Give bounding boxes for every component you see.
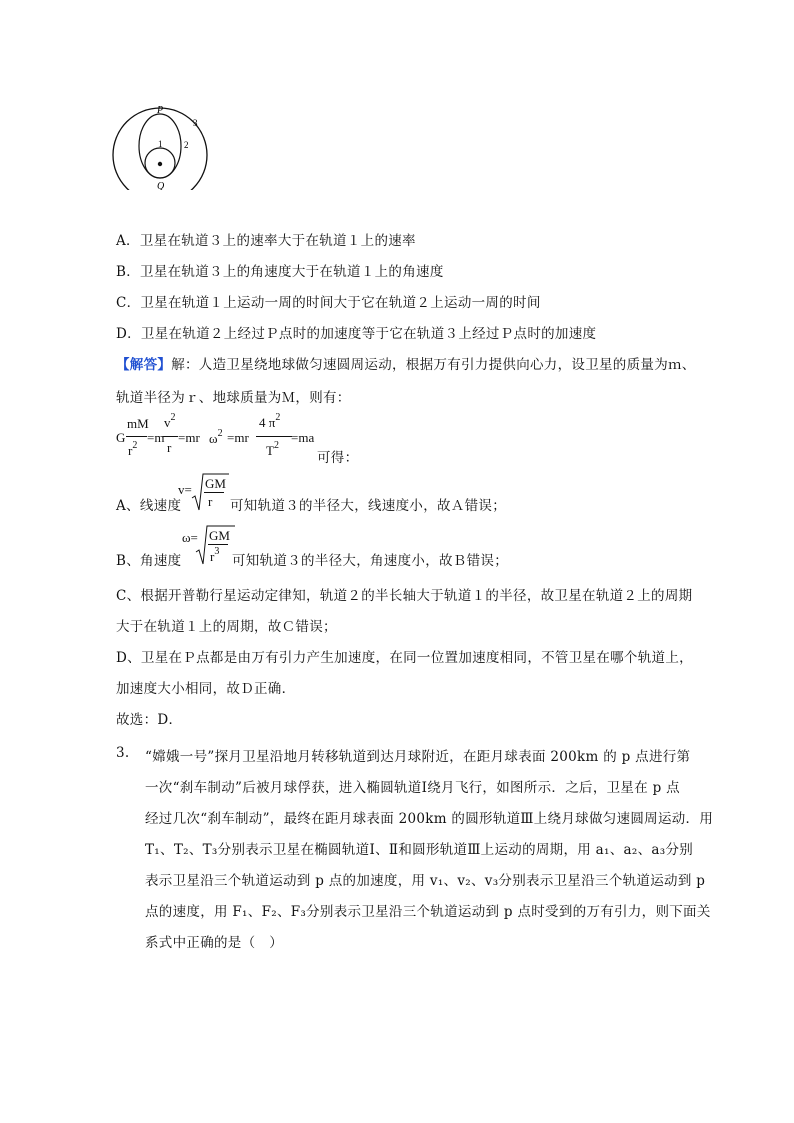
label-q: Q [157,181,165,190]
f-4pi2: 4 $\pi^2$ [259,412,281,430]
option-d: D．卫星在轨道２上经过Ｐ点时的加速度等于它在轨道３上经过Ｐ点时的加速度 [116,326,597,342]
q3-line-7: 系式中正确的是（ ） [145,935,283,951]
option-c: C．卫星在轨道１上运动一周的时间大于它在轨道２上运动一周的时间 [116,295,541,311]
f-r2: $r^2$ [128,440,138,458]
b-w: ω= [182,530,198,545]
f-eq-mr: =mr [178,430,200,445]
q3-line-3: 经过几次“刹车制动”，最终在距月球表面 200km 的圆形轨道Ⅲ上绕月球做匀速圆周运动．用 [145,811,714,827]
answer-intro-1 [116,353,696,373]
f-eq-mr2: =mr [227,430,249,445]
f-eq-ma: =ma [291,430,315,445]
q3-number: 3. [116,745,130,761]
label-3: 3 [193,118,198,128]
f-bar-3 [256,436,292,437]
b-bar [208,544,228,545]
a-gm: GM [205,476,226,491]
answer-d-1: D、卫星在Ｐ点都是由万有引力产生加速度，在同一位置加速度相同，不管卫星在哪个轨道上， [116,650,693,666]
f-t2: $T^2$ [266,440,279,458]
answer-b-text: 可知轨道３的半径大，角速度小，故Ｂ错误； [232,553,508,569]
f-v2: $v^2$ [164,412,176,430]
answer-intro-2: 轨道半径为ｒ、地球质量为Ｍ，则有： [116,390,351,406]
b-gm: GM [209,528,230,543]
label-1: 1 [158,139,163,149]
label-p: P [157,105,164,116]
f-kede: 可得： [317,450,359,465]
a-v: v= [178,482,192,497]
answer-a-text: 可知轨道３的半径大，线速度小，故Ａ错误； [230,498,506,514]
answer-c-2: 大于在轨道１上的周期，故Ｃ错误； [116,619,337,635]
q3-line-5: 表示卫星沿三个轨道运动到 p 点的加速度，用 v₁、v₂、v₃分别表示卫星沿三个轨道运动到 p [145,873,706,889]
f-g: G [116,430,126,445]
f-omega: $\omega^2$ [209,428,223,446]
option-b: B．卫星在轨道３上的角速度大于在轨道１上的角速度 [116,264,444,280]
answer-tag: 【解答】 [116,357,172,373]
q3-line-6: 点的速度，用 F₁、F₂、F₃分别表示卫星沿三个轨道运动到 p 点时受到的万有引力，则下面关 [145,904,711,920]
answer-a-formula [178,472,238,516]
orbit-diagram [112,104,212,190]
b-r3: $r^3$ [210,546,220,564]
f-bar-2 [163,436,178,437]
earth-dot [158,162,162,166]
a-r: r [208,494,213,509]
answer-d-2: 加速度大小相同，故Ｄ正确． [116,681,296,697]
label-2: 2 [184,140,189,150]
q3-line-1: “嫦娥一号”探月卫星沿地月转移轨道到达月球附近，在距月球表面 200km 的 p 点进行第 [145,749,691,765]
f-mM: mM [127,416,149,431]
option-a: A．卫星在轨道３上的速率大于在轨道１上的速率 [116,233,416,249]
answer-b-prefix: B、角速度 [116,553,182,569]
main-formula [116,412,376,468]
f-r: r [167,440,172,455]
answer-intro-text: 解：人造卫星绕地球做匀速圆周运动，根据万有引力提供向心力，设卫星的质量为ｍ、 [171,357,696,373]
f-eq-m: =m [147,430,165,445]
answer-c-1: C、根据开普勒行星运动定律知，轨道２的半长轴大于轨道１的半径，故卫星在轨道２上的周期 [116,588,693,604]
answer-choice: 故选：D． [116,712,183,728]
q3-line-2: 一次“刹车制动”后被月球俘获，进入椭圆轨道Ⅰ绕月飞行，如图所示．之后，卫星在 p 点 [145,780,680,796]
q3-line-4: T₁、T₂、T₃分别表示卫星在椭圆轨道Ⅰ、Ⅱ和圆形轨道Ⅲ上运动的周期，用 a₁、a₂、a₃分别 [145,842,694,858]
answer-a-prefix: A、线速度 [116,498,182,514]
a-bar [204,492,224,493]
f-bar-1 [126,436,147,437]
